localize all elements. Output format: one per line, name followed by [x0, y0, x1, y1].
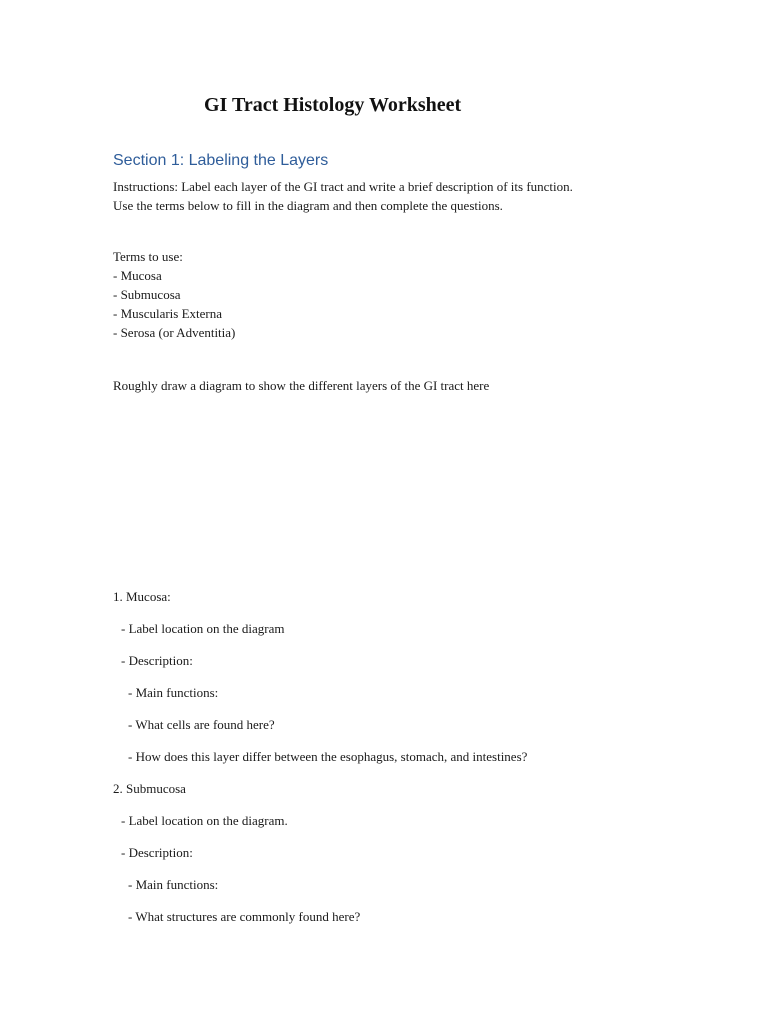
- question-heading-submucosa: 2. Submucosa: [113, 781, 186, 796]
- section-heading: Section 1: Labeling the Layers: [113, 152, 329, 169]
- instructions-line: Use the terms below to fill in the diagram and then complete the questions.: [113, 198, 503, 213]
- instructions-line: Instructions: Label each layer of the GI tract and write a brief description of its function.: [113, 179, 573, 194]
- terms-list: [113, 247, 235, 342]
- term-item: - Submucosa: [113, 287, 181, 302]
- instructions-block: [113, 177, 573, 215]
- question-heading-mucosa: 1. Mucosa:: [113, 589, 171, 604]
- term-item: - Muscularis Externa: [113, 306, 223, 321]
- diagram-drawing-area[interactable]: [113, 402, 653, 572]
- term-item: - Mucosa: [113, 268, 162, 283]
- page-title: GI Tract Histology Worksheet: [204, 94, 462, 116]
- question-item: - Description:: [121, 653, 193, 668]
- question-item: - Description:: [121, 845, 193, 860]
- terms-label: Terms to use:: [113, 249, 183, 264]
- question-item: - What cells are found here?: [128, 717, 275, 732]
- question-item: - Main functions:: [128, 877, 219, 892]
- term-item: - Serosa (or Adventitia): [113, 325, 236, 340]
- question-item: - How does this layer differ between the esophagus, stomach, and intestines?: [128, 749, 528, 764]
- diagram-prompt: Roughly draw a diagram to show the different layers of the GI tract here: [113, 378, 490, 393]
- question-item: - What structures are commonly found here?: [128, 909, 361, 924]
- question-item: - Label location on the diagram.: [121, 813, 288, 828]
- question-item: - Label location on the diagram: [121, 621, 285, 636]
- question-item: - Main functions:: [128, 685, 219, 700]
- questions-list: [113, 587, 527, 939]
